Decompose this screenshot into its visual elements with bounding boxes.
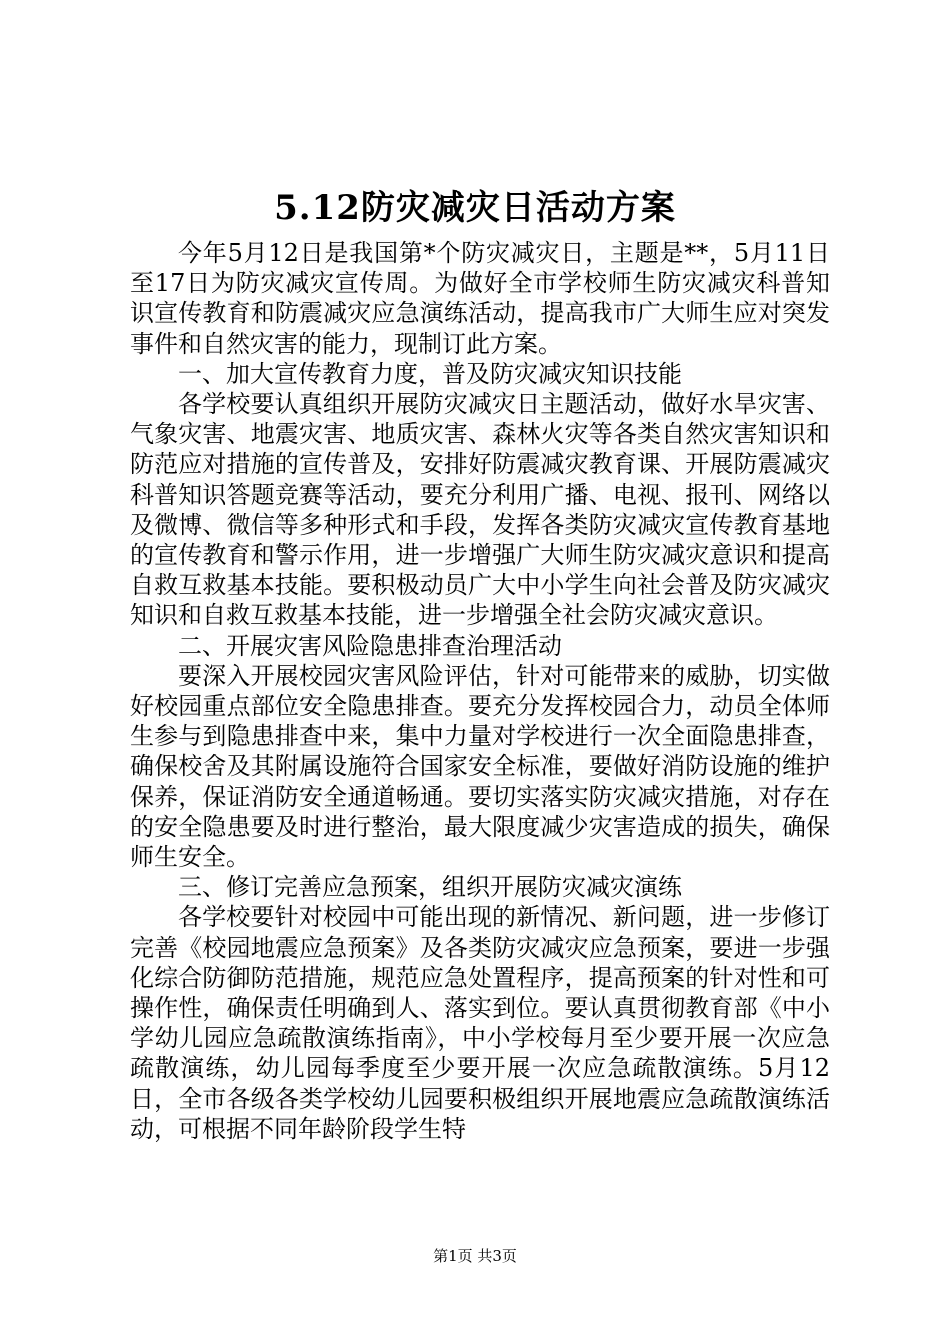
section-paragraph-3: 各学校要针对校园中可能出现的新情况、新问题，进一步修订完善《校园地震应急预案》及各类防灾减灾应急预案，要进一步强化综合防御防范措施，规范应急处置程序，提高预案的针对性和可操作性，确保责任明确到人、落实到位。要认真贯彻教育部《中小学幼儿园应急疏散演练指南》，中小学校每月至少要开展一次应急疏散演练，幼儿园每季度至少要开展一次应急疏散演练。5月12日，全市各级各类学校幼儿园要积极组织开展地震应急疏散演练活动，可根据不同年龄阶段学生特 — [130, 903, 830, 1143]
section-heading-1: 一、加大宣传教育力度，普及防灾减灾知识技能 — [178, 359, 682, 388]
section-paragraph-2: 要深入开展校园灾害风险评估，针对可能带来的威胁，切实做好校园重点部位安全隐患排查。要充分发挥校园合力，动员全体师生参与到隐患排查中来，集中力量对学校进行一次全面隐患排查，确保校舍及其附属设施符合国家安全标准，要做好消防设施的维护保养，保证消防安全通道畅通。要切实落实防灾减灾措施，对存在的安全隐患要及时进行整治，最大限度减少灾害造成的损失，确保师生安全。 — [130, 661, 830, 872]
document-title: 5.12防灾减灾日活动方案 — [274, 188, 676, 228]
section-heading-3: 三、修订完善应急预案，组织开展防灾减灾演练 — [178, 873, 682, 902]
section-heading-2: 二、开展灾害风险隐患排查治理活动 — [178, 631, 562, 660]
intro-paragraph: 今年5月12日是我国第*个防灾减灾日，主题是**，5月11日至17日为防灾减灾宣传周。为做好全市学校师生防灾减灾科普知识宣传教育和防震减灾应急演练活动，提高我市广大师生应对突发事件和自然灾害的能力，现制订此方案。 — [130, 239, 830, 358]
document-body — [130, 238, 830, 1144]
section-paragraph-1: 各学校要认真组织开展防灾减灾日主题活动，做好水旱灾害、气象灾害、地震灾害、地质灾害、森林火灾等各类自然灾害知识和防范应对措施的宣传普及，安排好防震减灾教育课、开展防震减灾科普知识答题竞赛等活动，要充分利用广播、电视、报刊、网络以及微博、微信等多种形式和手段，发挥各类防灾减灾宣传教育基地的宣传教育和警示作用，进一步增强广大师生防灾减灾意识和提高自救互救基本技能。要积极动员广大中小学生向社会普及防灾减灾知识和自救互救基本技能，进一步增强全社会防灾减灾意识。 — [130, 390, 830, 630]
page-footer: 第1页 共3页 — [433, 1247, 517, 1265]
